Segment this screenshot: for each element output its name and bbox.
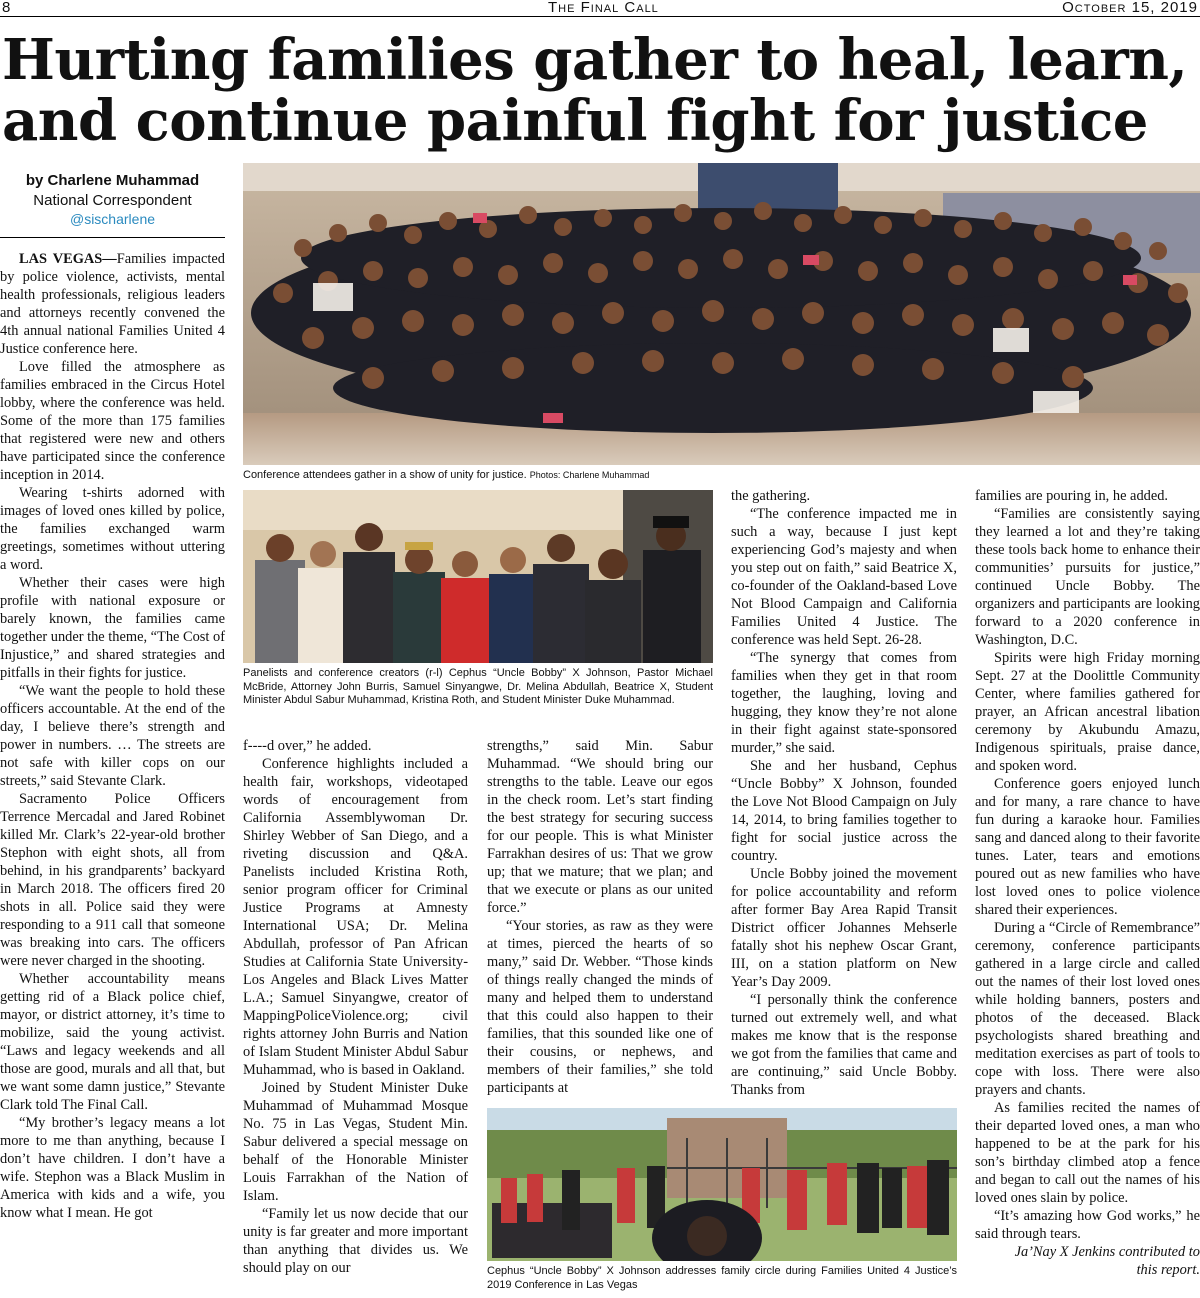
paragraph-continued: f----d over,” he added. <box>243 738 372 754</box>
paragraph: Wearing t-shirts adorned with images of loved ones killed by police, the families exchanged warm greetings, sometimes without uttering a word. <box>0 485 225 573</box>
group-photo <box>243 163 1200 465</box>
family-circle-photo <box>487 1108 957 1261</box>
article-headline: Hurting families gather to heal, learn, and continue painful fight for justice <box>2 27 1188 154</box>
byline-divider <box>0 237 225 238</box>
paragraph: Uncle Bobby joined the movement for police accountability and reform after former Bay Area Rapid Transit District officer Johannes Mehserle fatally shot his nephew Oscar Grant, III, on a station platform on New Year’s Day 2009. <box>731 866 957 990</box>
paragraph: During a “Circle of Remembrance” ceremony, conference participants gathered in a large circle and called out the names of their lost loved ones while holding banners, posters and photos of the deceased. Black psychologists shared breathing and meditation exercises as part of tools to cope with loss. There were also prayers and chants. <box>975 920 1200 1098</box>
paragraph: “The synergy that comes from families when they get in that room together, the laughing, loving and hugging, they know they’re not alone in their fight against state-sponsored murder,” she said. <box>731 650 957 756</box>
paragraph: “Your stories, as raw as they were at times, pierced the hearts of so many,” said Dr. Webber. “Those kinds of things really changed the minds of many and helped them to understand that this could also happen to their families, that this sounded like one of their cousins, or nephews, and members of their families,” she told participants at <box>487 918 713 1096</box>
publication-name: The Final Call <box>548 0 659 16</box>
page-number: 8 <box>2 0 11 16</box>
author-role: National Correspondent <box>33 192 192 209</box>
article-column-3 <box>487 737 713 1097</box>
paragraph: “I personally think the conference turned out extremely well, and what makes me know that is the response we got from the families that came and are continuing,” said Uncle Bobby. Thanks from <box>731 992 957 1098</box>
paragraph: “Family let us now decide that our unity is far greater and more important than anything that divides us. We should play on our <box>243 1206 468 1276</box>
family-circle-photo-caption: Cephus “Uncle Bobby” X Johnson addresses family circle during Families United 4 Justice’s 2019 Conference in Las Vegas <box>487 1265 957 1291</box>
group-photo-caption-text: Conference attendees gather in a show of unity for justice. <box>243 469 527 481</box>
paragraph-continued: strengths,” said Min. Sabur Muhammad. “We should bring our strengths to the table. Leave our egos in the check room. Let’s start finding the best strategy for securing success for our people. This is what Minister Farrakhan desires of us: That we grow up; that we mature; that we plan; and that we execute or plans as our united force.” <box>487 738 713 916</box>
paragraph: Whether accountability means getting rid of a Black police chief, mayor, or district attorney, it’s time to mobilize, said the young activist. “Laws and legacy weekends and all those are good, murals and all that, but we want some damn justice,” Stevante Clark told The Final Call. <box>0 971 225 1113</box>
paragraph: Whether their cases were high profile with national exposure or barely known, the families came together under the theme, “The Cost of Injustice,” and shared strategies and pitfalls in their fights for justice. <box>0 575 225 681</box>
byline <box>0 171 225 228</box>
paragraph: Conference highlights included a health fair, workshops, videotaped words of encouragement from California Assemblywoman Dr. Shirley Webber of San Diego, and a riveting discussion and Q&A. Panelists included Kristina Roth, senior program officer for Criminal Justice Programs at Amnesty International USA; Dr. Melina Abdullah, professor of Pan African Studies at California State University-Los Angeles and Black Lives Matter L.A.; Samuel Sinyangwe, creator of MappingPoliceViolence.org; civil rights attorney John Burris and Nation of Islam Student Minister Abdul Sabur Muhammad, who is based in Oakland. <box>243 756 468 1078</box>
article-column-2 <box>243 737 468 1277</box>
group-photo-caption <box>243 469 713 483</box>
lead-paragraph <box>0 250 225 358</box>
group-photo-illustration <box>243 163 1200 465</box>
paragraph: “My brother’s legacy means a lot more to me than anything, because I don’t have children. I don’t have a wife. Stephon was a Black Muslim in America with kids and a wife, you know what I mean. He got <box>0 1115 225 1221</box>
paragraph: Spirits were high Friday morning Sept. 27 at the Doolittle Community Center, where families gathered for prayer, an African ancestral libation ceremony by Akubundu Amazu, Indigenous spirituals, praise dance, and spoken word. <box>975 650 1200 774</box>
author-handle-link[interactable]: @sischarlene <box>69 211 156 227</box>
paragraph: “It’s amazing how God works,” he said through tears. <box>975 1208 1200 1242</box>
paragraph: As families recited the names of their departed loved ones, a man who happened to be at the park for his son’s birthday climbed atop a fence and began to call out the names of his loved ones slain by police. <box>975 1100 1200 1206</box>
paragraph: “The conference impacted me in such a way, because I just kept experiencing God’s majesty and when you step out on faith,” said Beatrice X, co-founder of the Oakland-based Love Not Blood Campaign and California Families United 4 Justice. The conference was held Sept. 26-28. <box>731 506 957 648</box>
dateline: LAS VEGAS— <box>19 251 117 267</box>
lead-text: Families impacted by police violence, activists, mental health professionals, religious leaders and attorneys recently convened the 4th annual national Families United 4 Justice conference here. <box>0 251 225 357</box>
paragraph-continued: families are pouring in, he added. <box>975 488 1169 504</box>
paragraph-continued: the gathering. <box>731 488 811 504</box>
article-column-4 <box>731 487 957 1099</box>
paragraph: Conference goers enjoyed lunch and for many, a rare chance to have fun during a karaoke hour. Families sang and danced along to their favorite tunes. Later, tears and emotions poured out as new families who have lost loved ones to police violence shared their experiences. <box>975 776 1200 918</box>
panelists-photo <box>243 490 713 663</box>
issue-date: October 15, 2019 <box>1062 0 1198 16</box>
paragraph: Sacramento Police Officers Terrence Mercadal and Jared Robinet killed Mr. Clark’s 22-year-old brother Stephon with eight shots, all from behind, in his grandparents’ backyard in March 2018. The officers fired 20 shots in all. Police said they were responding to a 911 call that someone was breaking into cars. The officers were never charged in the shooting. <box>0 791 225 969</box>
paragraph: “We want the people to hold these officers accountable. At the end of the day, I believe there’s strength and power in numbers. … The streets are not safe with killer cops on our streets,” said Stevante Clark. <box>0 683 225 789</box>
paragraph: “Families are consistently saying they learned a lot and they’re taking these tools back home to enhance their communities’ pursuits for justice,” continued Uncle Bobby. The organizers and participants are looking forward to a 2020 conference in Washington, D.C. <box>975 506 1200 648</box>
paragraph: She and her husband, Cephus “Uncle Bobby” X Johnson, founded the Love Not Blood Campaign on July 14, 2014, to bring families together to fight for social justice across the country. <box>731 758 957 864</box>
family-circle-photo-illustration <box>487 1108 957 1261</box>
folio-bar <box>0 0 1200 17</box>
photo-credit: Photos: Charlene Muhammad <box>529 470 650 480</box>
article-column-5 <box>975 487 1200 1279</box>
contributor-note: Ja’Nay X Jenkins contributed to this report. <box>1014 1244 1200 1278</box>
paragraph: Joined by Student Minister Duke Muhammad of Muhammad Mosque No. 75 in Las Vegas, Student Min. Sabur delivered a special message on behalf of the Honorable Minister Louis Farrakhan of the Nation of Islam. <box>243 1080 468 1204</box>
article-column-1 <box>0 250 225 1222</box>
paragraph: Love filled the atmosphere as families embraced in the Circus Hotel lobby, where the conference was held. Some of the more than 175 families that registered were new and others have participated since the conference inception in 2014. <box>0 359 225 483</box>
panelists-photo-illustration <box>243 490 713 663</box>
panelists-photo-caption: Panelists and conference creators (r-l) Cephus “Uncle Bobby” X Johnson, Pastor Michael McBride, Attorney John Burris, Samuel Sinyangwe, Dr. Melina Abdullah, Beatrice X, Student Minister Abdul Sabur Muhammad, Kristina Roth, and Student Minister Duke Muhammad. <box>243 667 713 706</box>
author-name: by Charlene Muhammad <box>25 172 200 189</box>
